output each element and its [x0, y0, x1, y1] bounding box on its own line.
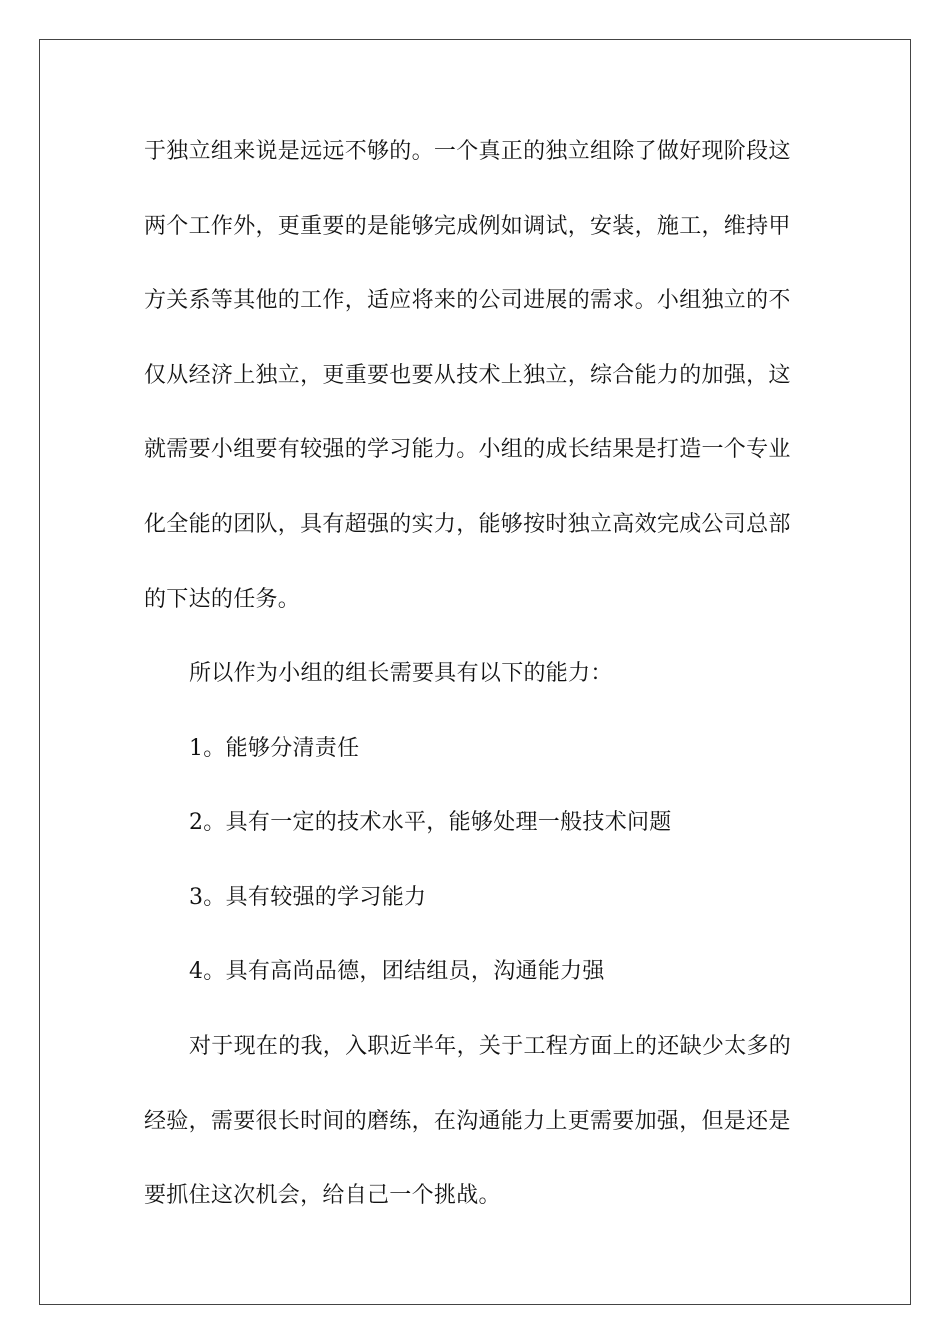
paragraph-line: 于独立组来说是远远不够的。一个真正的独立组除了做好现阶段这 — [144, 139, 791, 164]
paragraph-line: 对于现在的我，入职近半年，关于工程方面上的还缺少太多的 — [189, 1034, 792, 1059]
paragraph-line: 的下达的任务。 — [144, 587, 301, 612]
paragraph-line: 化全能的团队，具有超强的实力，能够按时独立高效完成公司总部 — [144, 512, 791, 537]
paragraph-line: 方关系等其他的工作，适应将来的公司进展的需求。小组独立的不 — [144, 288, 791, 313]
list-item: 3。具有较强的学习能力 — [189, 885, 427, 910]
paragraph-line: 所以作为小组的组长需要具有以下的能力： — [189, 661, 613, 686]
paragraph-line: 两个工作外，更重要的是能够完成例如调试，安装，施工，维持甲 — [144, 214, 791, 239]
paragraph-line: 经验，需要很长时间的磨练，在沟通能力上更需要加强，但是还是 — [144, 1109, 791, 1134]
list-item: 1。能够分清责任 — [189, 736, 360, 761]
paragraph-line: 要抓住这次机会，给自己一个挑战。 — [144, 1183, 501, 1208]
list-item: 4。具有高尚品德，团结组员，沟通能力强 — [189, 959, 605, 984]
list-item: 2。具有一定的技术水平，能够处理一般技术问题 — [189, 810, 672, 835]
paragraph-line: 仅从经济上独立，更重要也要从技术上独立，综合能力的加强，这 — [144, 363, 791, 388]
paragraph-line: 就需要小组要有较强的学习能力。小组的成长结果是打造一个专业 — [144, 437, 791, 462]
